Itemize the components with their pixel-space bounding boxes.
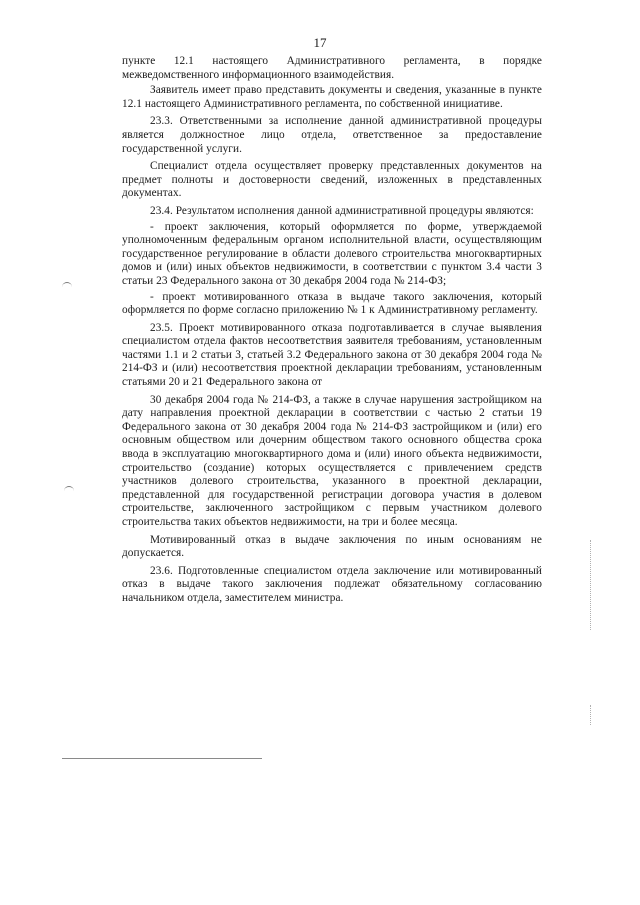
document-body (122, 55, 542, 610)
scan-dotted-line (590, 705, 591, 725)
list-item-draft-refusal: - проект мотивированного отказа в выдаче такого заключения, который оформляется по форме согласно приложению № 1 к Административному регламенту. (122, 290, 542, 317)
paragraph-23-5-continued: 30 декабря 2004 года № 214-ФЗ, а также в случае нарушения застройщиком на дату направления проектной декларации в соответствии с частью 2 статьи 19 Федерального закона от 30 декабря 2004 года № 214-ФЗ застройщиком и (или) его основным обществом или дочерним обществом такого основного общества срока ввода в эксплуатацию многоквартирного дома и (или) иного объекта недвижимости, строительство (создание) которых осуществляется с привлечением средств участников долевого строительства, указанного в проектной декларации, представленной для государственной регистрации договора участия в долевом строительстве, заключенного застройщиком с первым участником долевого строительства таких объектов недвижимости, на три и более месяца. (122, 393, 542, 528)
scan-dotted-line (590, 540, 591, 630)
footnote-rule (62, 758, 262, 759)
paragraph-23-3: 23.3. Ответственными за исполнение данной административной процедуры является должностное лицо отдела, ответственное за предоставление государственной услуги. (122, 115, 542, 155)
list-item-draft-conclusion: - проект заключения, который оформляется по форме, утверждаемой уполномоченным федеральным органом исполнительной власти, осуществляющим государственное регулирование в области долевого строительства многоквартирных домов и (или) иных объектов недвижимости, в соответствии с пунктом 3.4 части 3 статьи 23 Федерального закона от 30 декабря 2004 года № 214-ФЗ; (122, 220, 542, 287)
paragraph-continuation: пункте 12.1 настоящего Административного регламента, в порядке межведомственного информационного взаимодействия. (122, 55, 542, 81)
paragraph-applicant-right: Заявитель имеет право представить документы и сведения, указанные в пункте 12.1 настоящего Административного регламента, по собственной инициативе. (122, 84, 542, 110)
scan-mark (64, 486, 74, 493)
page-number: 17 (313, 35, 327, 50)
scan-mark (62, 282, 72, 289)
paragraph-23-4: 23.4. Результатом исполнения данной административной процедуры являются: (150, 204, 534, 217)
paragraph-other-grounds: Мотивированный отказ в выдаче заключения по иным основаниям не допускается. (122, 533, 542, 560)
paragraph-specialist-check: Специалист отдела осуществляет проверку представленных документов на предмет полноты и достоверности сведений, изложенных в представленных документах. (122, 160, 542, 200)
paragraph-23-6: 23.6. Подготовленные специалистом отдела заключение или мотивированный отказ в выдаче такого заключения подлежат обязательному согласованию начальником отдела, заместителем министра. (122, 564, 542, 604)
paragraph-23-5: 23.5. Проект мотивированного отказа подготавливается в случае выявления специалистом отдела фактов несоответствия заявителя требованиям, установленным частями 1.1 и 2 статьи 3, статьей 3.2 Федерального закона от 30 декабря 2004 года № 214-ФЗ и (или) несоответствия проектной декларации требованиям, установленным статьями 20 и 21 Федерального закона от (122, 321, 542, 389)
